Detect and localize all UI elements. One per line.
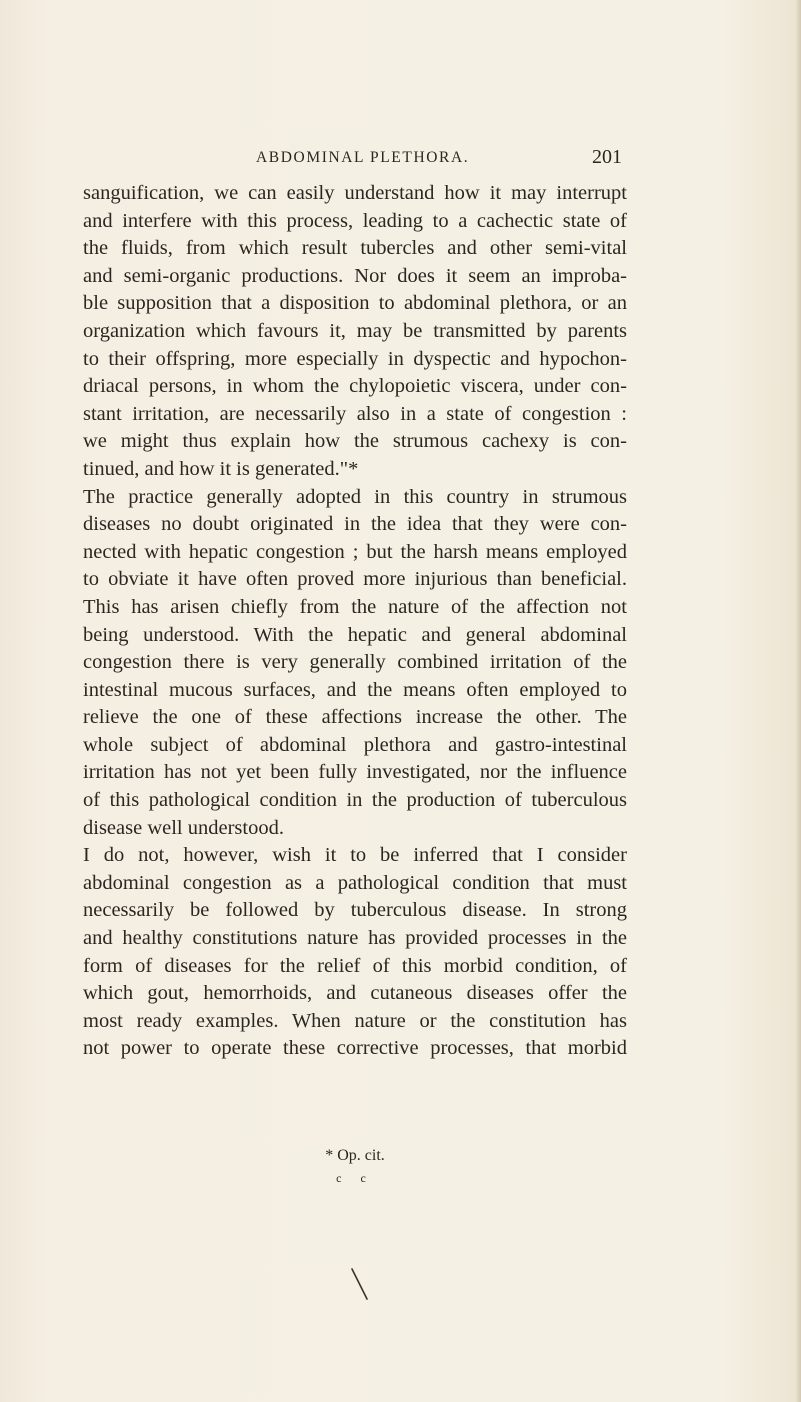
text-line: This has arisen chiefly from the nature of the affection not [83, 595, 627, 618]
text-line: abdominal congestion as a pathological condition that must [83, 871, 627, 894]
text-line: which gout, hemorrhoids, and cutaneous diseases offer the [83, 982, 627, 1005]
stray-pen-mark [350, 1268, 370, 1300]
text-line: I do not, however, wish it to be inferred that I consider [83, 844, 627, 867]
signature-mark: c c [336, 1171, 374, 1185]
footnote: * Op. cit. [325, 1147, 385, 1164]
text-line: and semi-organic productions. Nor does it seem an improba- [83, 264, 627, 287]
page-number: 201 [592, 146, 622, 168]
text-line: tinued, and how it is generated."* [83, 457, 359, 480]
text-line: being understood. With the hepatic and general abdominal [83, 623, 627, 646]
running-head: ABDOMINAL PLETHORA. [256, 149, 470, 166]
text-line: congestion there is very generally combined irritation of the [83, 651, 627, 674]
page-edge-shadow [795, 0, 801, 1402]
text-line: sanguification, we can easily understand how it may interrupt [83, 182, 627, 204]
text-line: irritation has not yet been fully investigated, nor the influence [83, 761, 627, 784]
body-text [83, 180, 627, 1063]
text-line: nected with hepatic congestion ; but the harsh means employed [83, 540, 627, 563]
text-line: to their offspring, more especially in dyspectic and hypochon- [83, 347, 627, 370]
text-line: The practice generally adopted in this country in strumous [83, 485, 627, 508]
text-line: organization which favours it, may be transmitted by parents [83, 319, 627, 342]
text-line: whole subject of abdominal plethora and gastro-intestinal [83, 733, 627, 756]
text-line: relieve the one of these affections increase the other. The [83, 706, 627, 729]
text-line: form of diseases for the relief of this morbid condition, of [83, 954, 627, 977]
text-line: disease well understood. [83, 816, 284, 839]
text-line: ble supposition that a disposition to abdominal plethora, or an [83, 292, 627, 315]
page-header [256, 146, 622, 172]
text-line: we might thus explain how the strumous cachexy is con- [83, 430, 627, 453]
text-line: intestinal mucous surfaces, and the means often employed to [83, 678, 627, 701]
text-line: necessarily be followed by tuberculous disease. In strong [83, 899, 627, 922]
text-line: diseases no doubt originated in the idea that they were con- [83, 513, 627, 536]
text-line: not power to operate these corrective processes, that morbid [83, 1037, 627, 1060]
text-line: of this pathological condition in the production of tuberculous [83, 789, 627, 812]
text-line: stant irritation, are necessarily also in a state of congestion : [83, 402, 627, 425]
text-line: driacal persons, in whom the chylopoietic viscera, under con- [83, 375, 627, 398]
text-line: and healthy constitutions nature has provided processes in the [83, 927, 627, 950]
text-line: to obviate it have often proved more injurious than beneficial. [83, 568, 627, 591]
text-line: the fluids, from which result tubercles and other semi-vital [83, 237, 627, 260]
text-line: and interfere with this process, leading to a cachectic state of [83, 209, 627, 232]
text-line: most ready examples. When nature or the constitution has [83, 1009, 627, 1032]
